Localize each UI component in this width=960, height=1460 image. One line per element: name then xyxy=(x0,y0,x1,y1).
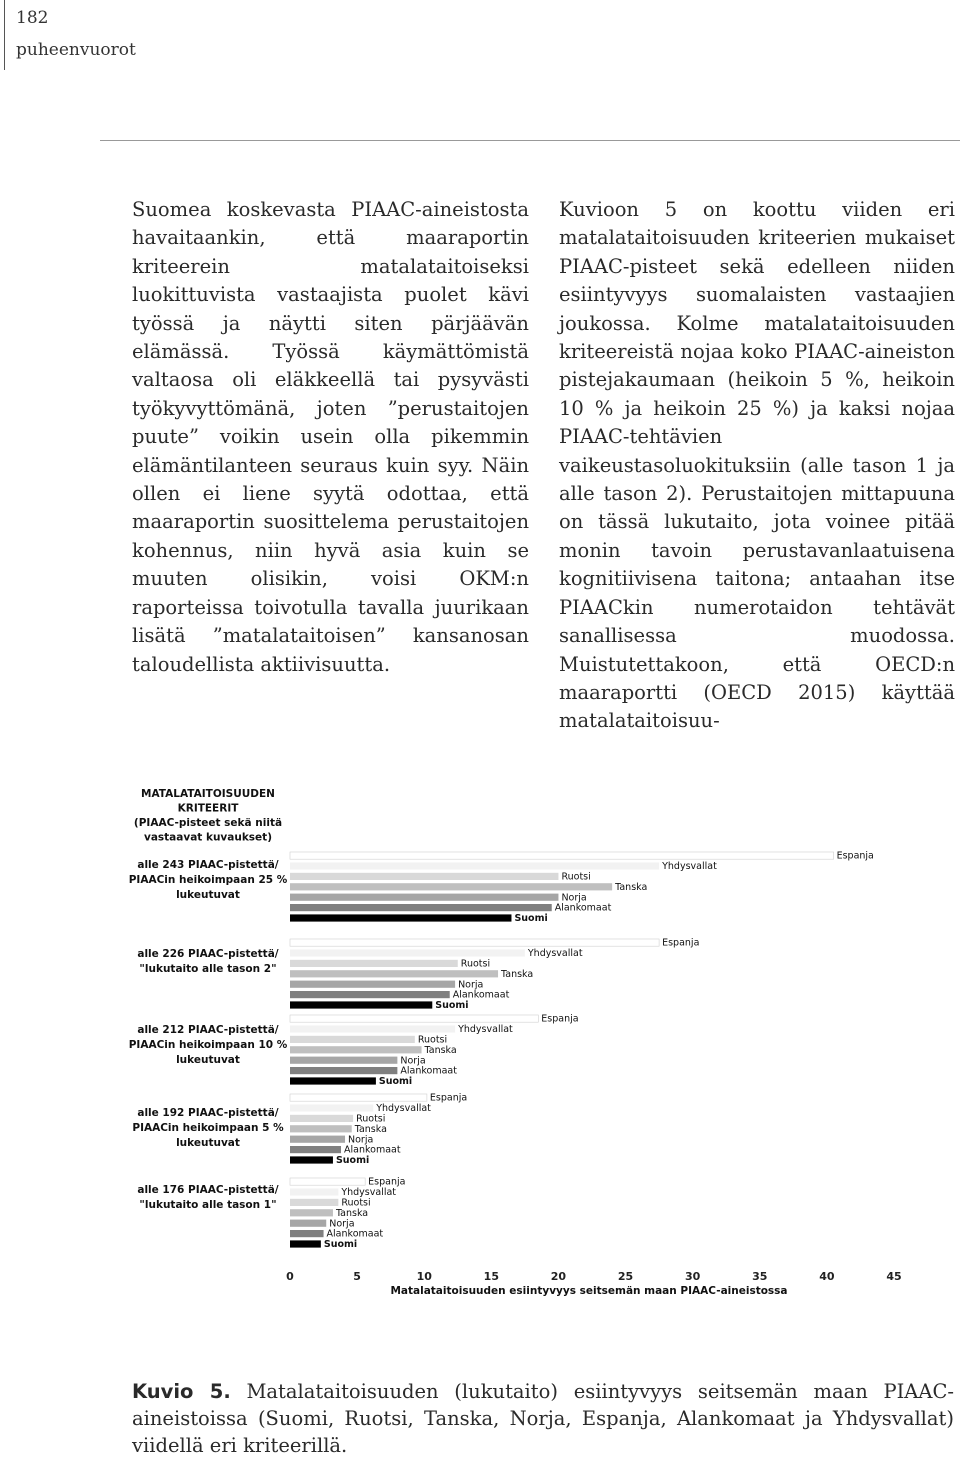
x-tick-label: 10 xyxy=(416,1270,432,1283)
bar-ruotsi xyxy=(290,1115,353,1122)
bar-label-suomi: Suomi xyxy=(335,1155,370,1167)
bar-alankomaat xyxy=(290,991,450,998)
bar-label-ruotsi: Ruotsi xyxy=(417,1034,448,1046)
bar-espanja xyxy=(290,1015,538,1022)
group-label-line: "lukutaito alle tason 2" xyxy=(139,963,277,975)
margin-rule xyxy=(4,0,5,70)
bar-label-espanja: Espanja xyxy=(836,850,874,862)
chart-title-line: MATALATAITOISUUDEN xyxy=(141,788,275,800)
bar-suomi xyxy=(290,1156,333,1163)
bar-label-yhdysvallat: Yhdysvallat xyxy=(341,1187,397,1199)
bar-label-alankomaat: Alankomaat xyxy=(452,989,510,1001)
bar-ruotsi xyxy=(290,960,458,967)
bar-label-suomi: Suomi xyxy=(435,1000,469,1012)
bar-norja xyxy=(290,981,455,988)
bar-label-suomi: Suomi xyxy=(514,913,548,925)
body-text-right-column: Kuvioon 5 on koottu viiden eri matalataitoisuuden kriteerien mukaiset PIAAC-pisteet sekä edelleen niiden esiintyvyys suomalaisten vastaajien joukossa. Kolme matalataitoisuuden kriteereistä nojaa koko PIAAC-aineiston pistejakaumaan (heikoin 5 %, heikoin 10 % ja heikoin 25 %) ja kaksi nojaa PIAAC-tehtävien vaikeustasoluokituksiin (alle tason 1 ja alle tason 2). Perustaitojen mittapuuna on tässä lukutaito, jota voinee pitää monin tavoin perustavanlaatuisena kognitiivisena taitona; antaahan itse PIAACkin numerotaidon tehtävät sanallisessa muodossa. Muistutettakoon, että OECD:n maaraportti (OECD 2015) käyttää matalataitoisuu- xyxy=(559,198,955,733)
bar-tanska xyxy=(290,1046,422,1053)
bar-label-ruotsi: Ruotsi xyxy=(561,871,591,883)
bar-label-norja: Norja xyxy=(329,1218,355,1230)
group-label-line: alle 212 PIAAC-pistettä/ xyxy=(137,1024,279,1036)
bar-tanska xyxy=(290,1209,333,1216)
x-tick-label: 30 xyxy=(685,1270,701,1283)
bar-label-tanska: Tanska xyxy=(354,1123,387,1135)
x-tick-label: 0 xyxy=(286,1270,294,1283)
x-tick-label: 45 xyxy=(886,1270,902,1283)
bar-ruotsi xyxy=(290,1036,415,1043)
bar-alankomaat xyxy=(290,904,552,911)
bar-yhdysvallat xyxy=(290,949,525,956)
bar-norja xyxy=(290,1220,326,1227)
x-tick-label: 25 xyxy=(617,1270,634,1283)
bar-tanska xyxy=(290,1125,352,1132)
chart-title-line: (PIAAC-pisteet sekä niitä xyxy=(133,817,283,829)
bar-espanja xyxy=(290,1094,427,1101)
bar-label-ruotsi: Ruotsi xyxy=(341,1197,371,1209)
bar-label-alankomaat: Alankomaat xyxy=(400,1065,457,1077)
group-label-line: alle 192 PIAAC-pistettä/ xyxy=(137,1107,279,1119)
bar-suomi xyxy=(290,1240,321,1247)
group-label-line: alle 243 PIAAC-pistettä/ xyxy=(137,859,279,871)
page-number: 182 xyxy=(16,8,49,28)
bar-label-ruotsi: Ruotsi xyxy=(460,958,491,970)
bar-ruotsi xyxy=(290,1199,338,1206)
bar-label-norja: Norja xyxy=(348,1134,374,1146)
bar-suomi xyxy=(290,1001,432,1008)
running-head: puheenvuorot xyxy=(16,40,136,60)
bar-label-norja: Norja xyxy=(561,892,587,904)
bar-yhdysvallat xyxy=(290,1025,455,1032)
group-label-line: lukeutuvat xyxy=(176,1054,240,1066)
bar-alankomaat xyxy=(290,1230,324,1237)
bar-label-espanja: Espanja xyxy=(368,1176,406,1188)
bar-label-espanja: Espanja xyxy=(662,937,700,949)
bar-label-alankomaat: Alankomaat xyxy=(326,1228,384,1240)
x-tick-label: 15 xyxy=(483,1270,499,1283)
bar-ruotsi xyxy=(290,873,558,880)
header-divider xyxy=(100,140,960,141)
bar-suomi xyxy=(290,914,511,921)
chart-title-line: KRITEERIT xyxy=(177,802,239,815)
bar-label-suomi: Suomi xyxy=(323,1239,358,1251)
bar-tanska xyxy=(290,883,612,890)
group-label-line: PIAACin heikoimpaan 10 % xyxy=(128,1039,288,1051)
figure-label: Kuvio 5. xyxy=(132,1380,231,1403)
bar-label-yhdysvallat: Yhdysvallat xyxy=(662,861,717,873)
figure-caption xyxy=(132,1378,954,1459)
bar-espanja xyxy=(290,1178,365,1185)
bar-espanja xyxy=(290,939,659,946)
bar-alankomaat xyxy=(290,1146,341,1153)
x-axis-label: Matalataitoisuuden esiintyvyys seitsemän maan PIAAC-aineistossa xyxy=(390,1285,788,1297)
bar-label-yhdysvallat: Yhdysvallat xyxy=(376,1103,431,1115)
figure-5-chart xyxy=(128,780,908,1300)
bar-label-norja: Norja xyxy=(400,1055,426,1067)
group-label-line: PIAACin heikoimpaan 25 % xyxy=(128,874,288,886)
bar-norja xyxy=(290,894,558,901)
bar-yhdysvallat xyxy=(290,862,659,869)
x-tick-label: 5 xyxy=(353,1270,361,1283)
bar-label-suomi: Suomi xyxy=(378,1076,413,1088)
x-tick-label: 20 xyxy=(550,1270,567,1283)
bar-label-espanja: Espanja xyxy=(541,1013,579,1025)
figure-caption-text: Matalataitoisuuden (lukutaito) esiintyvyys seitsemän maan PIAAC-aineistoissa (Suomi, Ruotsi, Tanska, Norja, Espanja, Alankomaat ja Yhdysvallat) viidellä eri kriteerillä. xyxy=(132,1380,954,1457)
bar-suomi xyxy=(290,1077,376,1084)
bar-norja xyxy=(290,1057,397,1064)
bar-norja xyxy=(290,1136,345,1143)
bar-label-alankomaat: Alankomaat xyxy=(554,902,612,914)
bar-label-yhdysvallat: Yhdysvallat xyxy=(527,948,583,960)
bar-tanska xyxy=(290,970,498,977)
group-label-line: lukeutuvat xyxy=(176,889,240,901)
bar-yhdysvallat xyxy=(290,1188,338,1195)
bar-espanja xyxy=(290,852,834,859)
body-text-left-column: Suomea koskevasta PIAAC-aineistosta havaitaankin, että maaraportin kriteerein matalataitoiseksi luokittuvista vastaajista puolet kävi työssä ja näytti siten pärjäävän elämässä. Työssä käymättömistä valtaosa oli eläkkeellä tai pysyvästi työkyvyttömänä, joten ”perustaitojen puute” voikin usein olla pikemmin elämäntilanteen seuraus kuin syy. Näin ollen ei liene syytä odottaa, että maaraportin suosittelema perustaitojen kohennus, niin hyvä asia kuin se muuten olisikin, voisi OKM:n raporteissa toivotulla tavalla juurikaan lisätä ”matalataitoisen” kansanosan taloudellista aktiivisuutta. xyxy=(132,198,529,676)
bar-label-yhdysvallat: Yhdysvallat xyxy=(458,1024,513,1036)
chart-title-line: vastaavat kuvaukset) xyxy=(143,831,273,844)
bar-alankomaat xyxy=(290,1067,397,1074)
group-label-line: alle 176 PIAAC-pistettä/ xyxy=(137,1184,279,1196)
bar-label-tanska: Tanska xyxy=(501,968,534,980)
bar-label-alankomaat: Alankomaat xyxy=(344,1144,401,1156)
group-label-line: lukeutuvat xyxy=(176,1137,240,1149)
group-label-line: PIAACin heikoimpaan 5 % xyxy=(132,1122,284,1134)
bar-label-ruotsi: Ruotsi xyxy=(356,1113,386,1125)
bar-label-norja: Norja xyxy=(458,979,484,991)
group-label-line: alle 226 PIAAC-pistettä/ xyxy=(137,948,279,960)
bar-yhdysvallat xyxy=(290,1104,373,1111)
bar-label-tanska: Tanska xyxy=(615,881,648,893)
x-tick-label: 35 xyxy=(752,1270,768,1283)
bar-label-tanska: Tanska xyxy=(424,1044,457,1056)
group-label-line: "lukutaito alle tason 1" xyxy=(139,1199,277,1211)
bar-label-tanska: Tanska xyxy=(335,1207,369,1219)
x-tick-label: 40 xyxy=(819,1270,835,1283)
bar-label-espanja: Espanja xyxy=(429,1092,468,1104)
